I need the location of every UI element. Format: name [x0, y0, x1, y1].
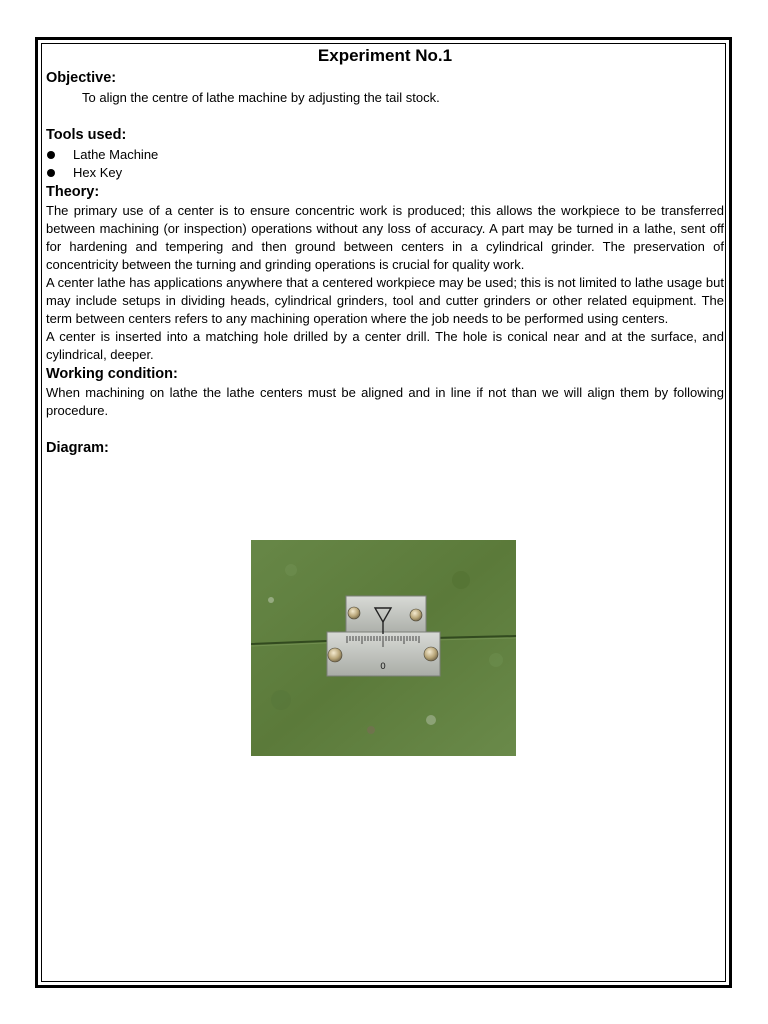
tools-heading: Tools used: [46, 127, 127, 143]
scale-zero-label: 0 [380, 662, 386, 672]
tailstock-scale-photo [251, 540, 516, 756]
tool-item-label: Hex Key [73, 165, 123, 180]
theory-paragraph: A center lathe has applications anywhere that a centered workpiece may be used; this is not limited to lathe usage but may include setups in dividing heads, cylindrical grinders, tool and cutter grinders or other related equipment. The term between centers refers to any machining operation where the job needs to be performed using centers. [46, 275, 724, 326]
tools-list [46, 146, 724, 182]
working-condition-text: When machining on lathe the lathe centers must be aligned and in line if not than we will align them by following procedure. [46, 385, 724, 418]
bullet-icon [47, 151, 55, 159]
tailstock-scale-illustration [251, 540, 516, 756]
objective-text: To align the centre of lathe machine by adjusting the tail stock. [82, 90, 440, 105]
theory-paragraph: The primary use of a center is to ensure concentric work is produced; this allows the workpiece to be transferred between machining (or inspection) operations without any loss of accuracy. A part may be turned in a lathe, sent off for hardening and tempering and then ground between centers in a cylindrical grinder. The preservation of concentricity between the turning and grinding operations is crucial for quality work. [46, 203, 724, 272]
screw-icon [328, 648, 342, 662]
bullet-icon [47, 169, 55, 177]
experiment-title: Experiment No.1 [317, 46, 453, 65]
theory-paragraph: A center is inserted into a matching hole drilled by a center drill. The hole is conical near and at the surface, and cylindrical, deeper. [46, 329, 724, 362]
screw-icon [424, 647, 438, 661]
tool-item-label: Lathe Machine [73, 147, 159, 162]
working-condition-heading: Working condition: [46, 366, 178, 382]
theory-heading: Theory: [46, 184, 100, 200]
objective-heading: Objective: [46, 70, 117, 86]
screw-icon [410, 609, 422, 621]
diagram-heading: Diagram: [46, 440, 109, 456]
tool-item [46, 164, 724, 182]
tool-item [46, 146, 724, 164]
document-body [46, 44, 724, 458]
screw-icon [348, 607, 360, 619]
